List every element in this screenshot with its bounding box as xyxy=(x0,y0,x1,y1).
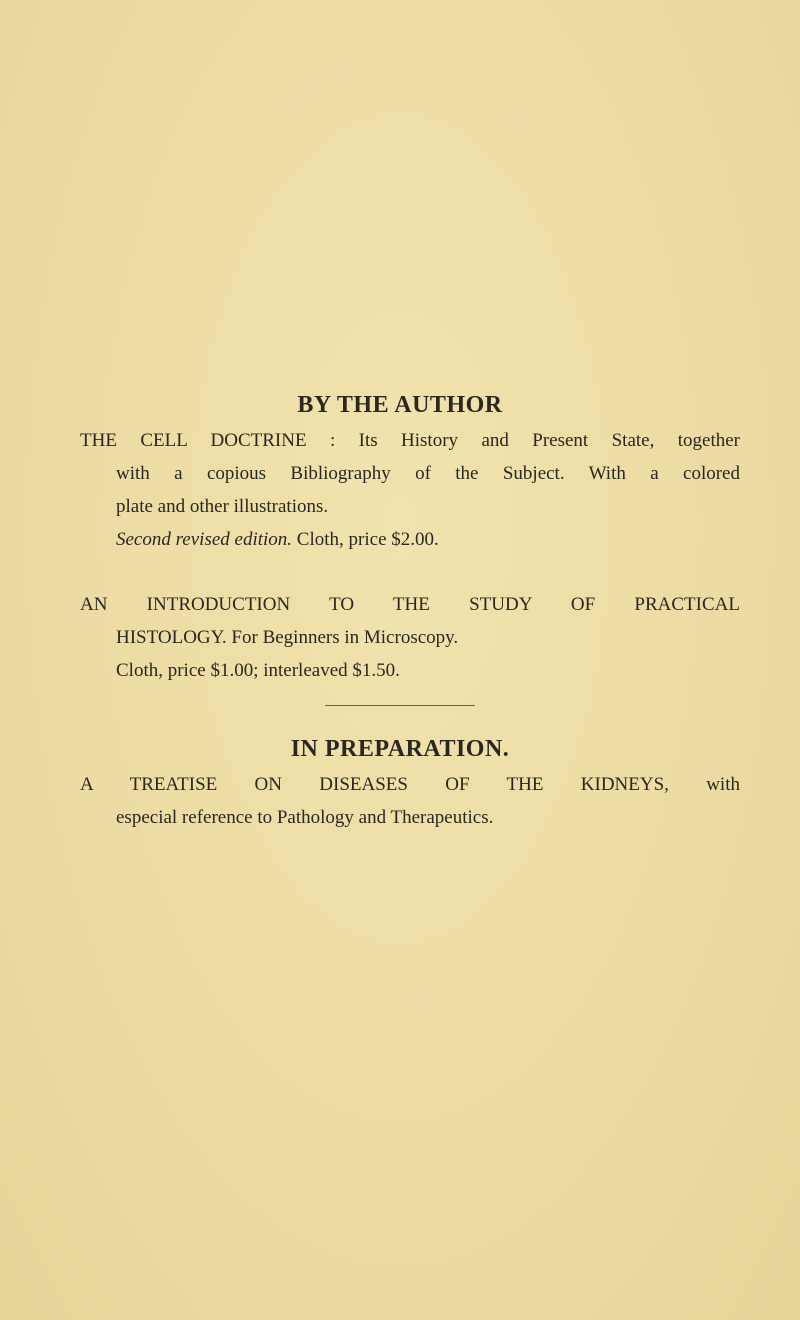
section-heading-in-preparation: IN PREPARATION. xyxy=(290,736,510,762)
entry-line: A TREATISE ON DISEASES OF THE KIDNEYS, with xyxy=(80,774,740,795)
book-entry-treatise xyxy=(80,768,740,834)
entry-line: plate and other illustrations. xyxy=(116,496,329,517)
entry-line: HISTOLOGY. For Beginners in Microscopy. xyxy=(116,627,459,648)
entry-line: AN INTRODUCTION TO THE STUDY OF PRACTICAL xyxy=(80,594,740,615)
entry-edition-line xyxy=(80,523,740,556)
section-divider xyxy=(325,705,475,706)
book-entry-histology xyxy=(80,588,740,687)
price-note: Cloth, price $2.00. xyxy=(296,529,439,550)
entry-line: THE CELL DOCTRINE : Its History and Present State, together xyxy=(80,430,740,451)
entry-line: Cloth, price $1.00; interleaved $1.50. xyxy=(116,660,400,681)
edition-note: Second revised edition. xyxy=(116,529,293,550)
entry-line: with a copious Bibliography of the Subject. With a colored xyxy=(116,463,740,484)
entry-line: especial reference to Pathology and Therapeutics. xyxy=(116,807,494,828)
book-entry-cell-doctrine xyxy=(80,424,740,556)
section-heading-by-author: BY THE AUTHOR xyxy=(297,392,503,418)
